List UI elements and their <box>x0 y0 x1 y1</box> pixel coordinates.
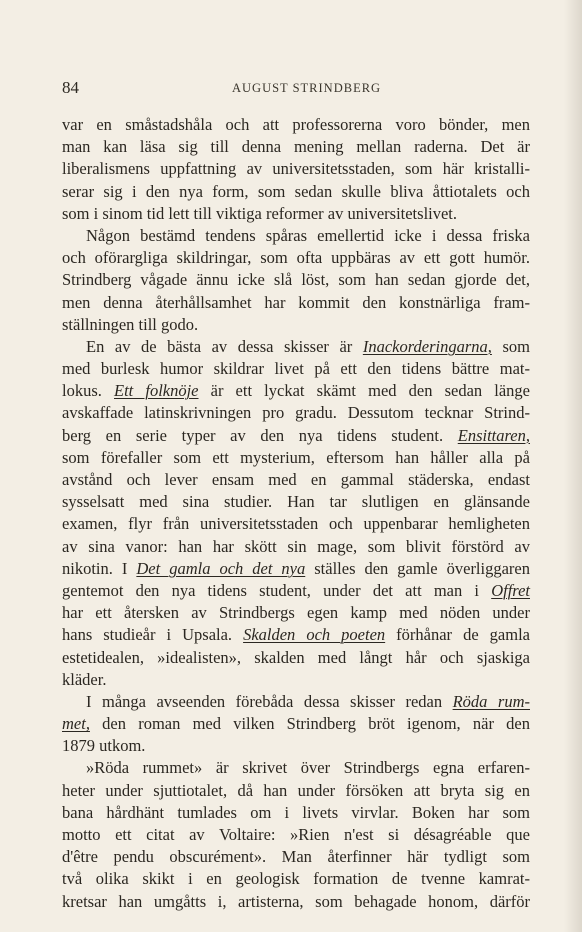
italic-title: Röda rum- <box>452 691 530 711</box>
text-line-segment: och oförargliga skildringar, som ofta uppbäras av ett gott humör. <box>62 248 530 268</box>
text-line <box>62 735 530 757</box>
text-line-segment: gentemot den nya tidens student, under det att man i <box>62 580 492 600</box>
text-line-segment: d'être pendu obscurément». Man återfinner här tydligt som <box>62 847 530 867</box>
text-line <box>62 669 530 691</box>
text-line <box>62 203 530 225</box>
running-head: AUGUST STRINDBERG <box>232 81 382 95</box>
text-line <box>62 114 530 136</box>
text-line-segment: examen, flyr från universitetsstaden och uppenbarar hemligheten <box>62 514 530 534</box>
text-line <box>62 380 530 402</box>
italic-title: Offret <box>491 580 530 600</box>
text-line-segment: serar sig i den nya form, som sedan skulle bliva åttiotalets och <box>62 181 530 201</box>
text-line <box>62 225 530 247</box>
text-line-segment: men denna återhållsamhet har kommit den konstnärliga fram- <box>62 292 530 312</box>
text-line-segment: med burlesk humor skildrar livet på ett den tidens bättre mat- <box>62 359 530 379</box>
text-line <box>62 358 530 380</box>
text-line-segment: Strindberg vågade ännu icke slå löst, som han sedan gjorde det, <box>62 270 530 290</box>
text-line <box>62 846 530 868</box>
text-line <box>62 314 530 336</box>
text-line-segment: En av de bästa av dessa skisser är <box>86 336 363 356</box>
text-line-segment: bana hårdhänt tumlades om i livets virvlar. Boken har som <box>62 802 530 822</box>
text-line <box>62 757 530 779</box>
text-line-segment: Någon bestämd tendens spåras emellertid icke i dessa friska <box>86 225 530 245</box>
text-line-segment: avstånd och lever ensam med en gammal städerska, endast <box>62 470 530 489</box>
page-header <box>62 78 530 100</box>
text-line-segment: sysselsatt med sina studier. Han tar slutligen en glänsande <box>62 492 530 512</box>
italic-title: Det gamla och det nya <box>136 558 306 578</box>
text-line <box>62 269 530 291</box>
text-line-segment: som i sinom tid lett till viktiga reformer av universitetslivet. <box>62 203 458 223</box>
text-line-segment: lokus. <box>62 381 114 401</box>
text-line-segment: kretsar han umgåtts i, artisterna, som behagade honom, därför <box>62 891 530 911</box>
text-line <box>62 691 530 713</box>
text-line <box>62 624 530 646</box>
text-line <box>62 780 530 802</box>
italic-title: Ett folknöje <box>114 381 199 401</box>
text-line <box>62 868 530 890</box>
text-line <box>62 425 530 447</box>
text-line-segment: hans studieår i Upsala. <box>62 625 244 645</box>
text-line-segment: ställningen till godo. <box>62 314 199 334</box>
italic-title: Inackorderingarna, <box>362 336 492 356</box>
page-number: 84 <box>62 78 79 97</box>
text-line <box>62 824 530 846</box>
text-line-segment: nikotin. I <box>62 558 137 578</box>
text-line <box>62 247 530 269</box>
text-line-segment: berg en serie typer av den nya tidens student. <box>62 425 458 445</box>
text-line <box>62 292 530 314</box>
text-line-segment: som <box>491 336 530 356</box>
text-line <box>62 469 530 491</box>
text-line-segment: avskaffade latinskrivningen pro gradu. Dessutom tecknar Strind- <box>62 403 530 423</box>
italic-title: Ensittaren, <box>457 425 530 445</box>
text-line-segment: motto ett citat av Voltaire: »Rien n'est si désagréable que <box>62 825 530 844</box>
text-line-segment: var en småstadshåla och att professorerna voro bönder, men <box>62 115 530 134</box>
text-line-segment: två olika skikt i en geologisk formation de tvenne kamrat- <box>62 869 530 889</box>
text-line-segment: liberalismens uppfattning av universitetsstaden, som här kristalli- <box>62 159 530 179</box>
text-line <box>62 513 530 535</box>
text-line-segment: ställes den gamle överliggaren <box>305 558 530 578</box>
text-line <box>62 181 530 203</box>
italic-title: met, <box>62 714 90 734</box>
text-line <box>62 891 530 913</box>
text-line <box>62 647 530 669</box>
body-text <box>62 114 530 913</box>
text-line <box>62 536 530 558</box>
text-line <box>62 491 530 513</box>
text-line-segment: förhånar de gamla <box>385 625 530 645</box>
text-line <box>62 336 530 358</box>
text-line <box>62 158 530 180</box>
text-line-segment: har ett återsken av Strindbergs egen kamp med nöden under <box>62 603 530 623</box>
text-line <box>62 447 530 469</box>
text-line-segment: heter under sjuttiotalet, då han under försöken att bryta sig en <box>62 780 530 800</box>
text-line-segment: är ett lyckat skämt med den sedan länge <box>198 381 530 401</box>
text-line-segment: man kan läsa sig till denna mening mellan raderna. Det är <box>62 137 530 157</box>
text-line-segment: av sina vanor: han har skött sin mage, som blivit förstörd av <box>62 536 530 556</box>
text-line-segment: »Röda rummet» är skrivet över Strindbergs egna erfaren- <box>86 758 530 778</box>
text-line-segment: som förefaller som ett mysterium, eftersom han håller alla på <box>62 447 530 467</box>
page-edge-shadow <box>564 0 582 932</box>
text-line <box>62 136 530 158</box>
text-line-segment: kläder. <box>62 669 107 689</box>
italic-title: Skalden och poeten <box>243 625 386 645</box>
text-line <box>62 558 530 580</box>
text-line <box>62 580 530 602</box>
text-line <box>62 402 530 424</box>
text-line <box>62 802 530 824</box>
text-line-segment: 1879 utkom. <box>62 736 146 756</box>
text-line-segment: den roman med vilken Strindberg bröt igenom, när den <box>89 714 530 734</box>
text-line-segment: I många avseenden förebåda dessa skisser redan <box>86 691 453 711</box>
text-line-segment: estetidealen, »idealisten», skalden med långt hår och sjaskiga <box>62 647 530 667</box>
text-line <box>62 713 530 735</box>
text-line <box>62 602 530 624</box>
